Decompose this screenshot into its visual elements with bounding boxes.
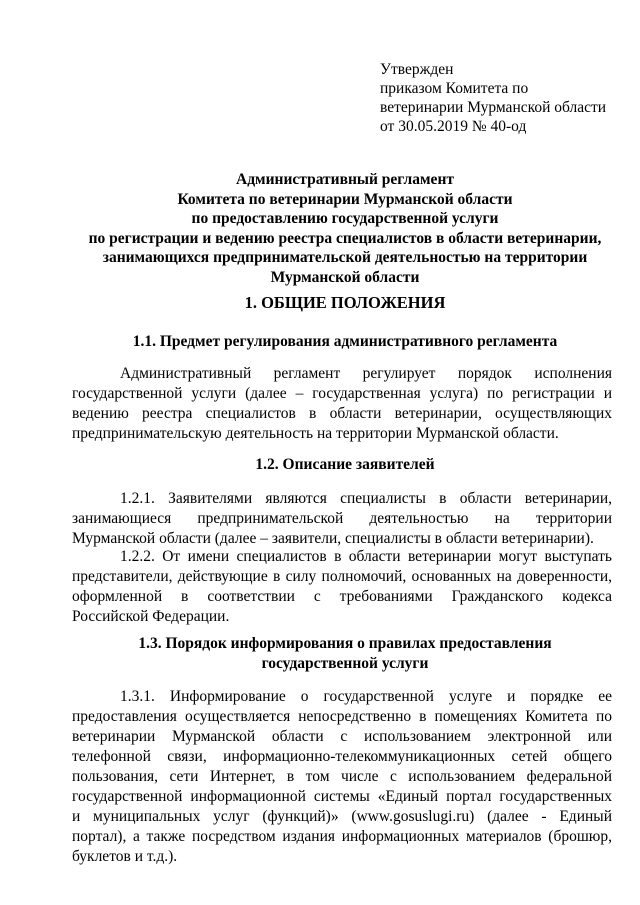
paragraph-line: представители, действующие в силу полномочий, основанных на доверенности, [72, 568, 612, 585]
paragraph-line: ведению реестра специалистов в области ветеринарии, осуществляющих [72, 405, 612, 422]
paragraph [72, 687, 612, 867]
paragraph-line: предоставления осуществляется непосредственно в помещениях Комитета по [72, 708, 612, 725]
paragraph-line: ветеринарии Мурманской области с использованием электронной или [72, 728, 612, 745]
title-line: Мурманской области [270, 268, 420, 286]
paragraph-line: Мурманской области (далее – заявители, специалисты в области ветеринарии). [72, 530, 594, 547]
approval-stamp [380, 60, 606, 136]
paragraph-line: и муниципальных услуг (функций)» (www.gosuslugi.ru) (далее - Единый [72, 808, 612, 825]
title-line: Административный регламент [236, 171, 454, 188]
paragraph-line: Административный регламент регулирует порядок исполнения [120, 365, 612, 382]
paragraph-line: Российской Федерации. [72, 608, 230, 625]
paragraph-line: занимающиеся предпринимательской деятельностью на территории [72, 510, 612, 527]
approval-line: от 30.05.2019 № 40-од [380, 118, 527, 135]
title-line: по предоставлению государственной услуги [191, 210, 499, 227]
approval-line: Утвержден [380, 61, 454, 78]
subsection-heading [60, 634, 630, 674]
paragraph [72, 547, 612, 627]
subsection-heading: 1.2. Описание заявителей [255, 456, 435, 473]
paragraph-line: портал), а также посредством издания информационных материалов (брошюр, [72, 828, 612, 845]
title-line: Комитета по ветеринарии Мурманской области [177, 190, 513, 208]
paragraph-line: 1.2.1. Заявителями являются специалисты в области ветеринарии, [120, 490, 612, 507]
paragraph-line: телефонной связи, информационно-телекоммуникационных сетей общего [72, 748, 612, 765]
paragraph-line: 1.2.2. От имени специалистов в области ветеринарии могут выступать [120, 548, 612, 565]
paragraph-line: государственной услуги (далее – государственная услуга) по регистрации и [72, 385, 612, 402]
subsection-heading: 1.1. Предмет регулирования административного регламента [132, 333, 558, 350]
paragraph [72, 489, 612, 549]
paragraph-line: пользования, сети Интернет, в том числе с использованием федеральной [72, 768, 612, 785]
paragraph-line: предпринимательскую деятельность на территории Мурманской области. [72, 425, 559, 442]
section-heading: 1. ОБЩИЕ ПОЛОЖЕНИЯ [244, 293, 446, 312]
title-line: по регистрации и ведению реестра специалистов в области ветеринарии, [88, 229, 602, 247]
paragraph-line: 1.3.1. Информирование о государственной услуге и порядке ее [120, 688, 612, 705]
heading-line: 1.3. Порядок информирования о правилах предоставления [138, 635, 552, 652]
approval-line: приказом Комитета по [380, 80, 529, 97]
paragraph-line: буклетов и т.д.). [72, 848, 178, 865]
approval-line: ветеринарии Мурманской области [380, 99, 607, 116]
paragraph-line: государственной информационной системы «Единый портал государственных [72, 788, 612, 805]
paragraph-line: оформленной в соответствии с требованиями Гражданского кодекса [72, 588, 612, 605]
document-title [60, 170, 630, 287]
title-line: занимающихся предпринимательской деятельностью на территории [102, 249, 588, 266]
paragraph [72, 364, 612, 444]
heading-line: государственной услуги [261, 655, 429, 672]
